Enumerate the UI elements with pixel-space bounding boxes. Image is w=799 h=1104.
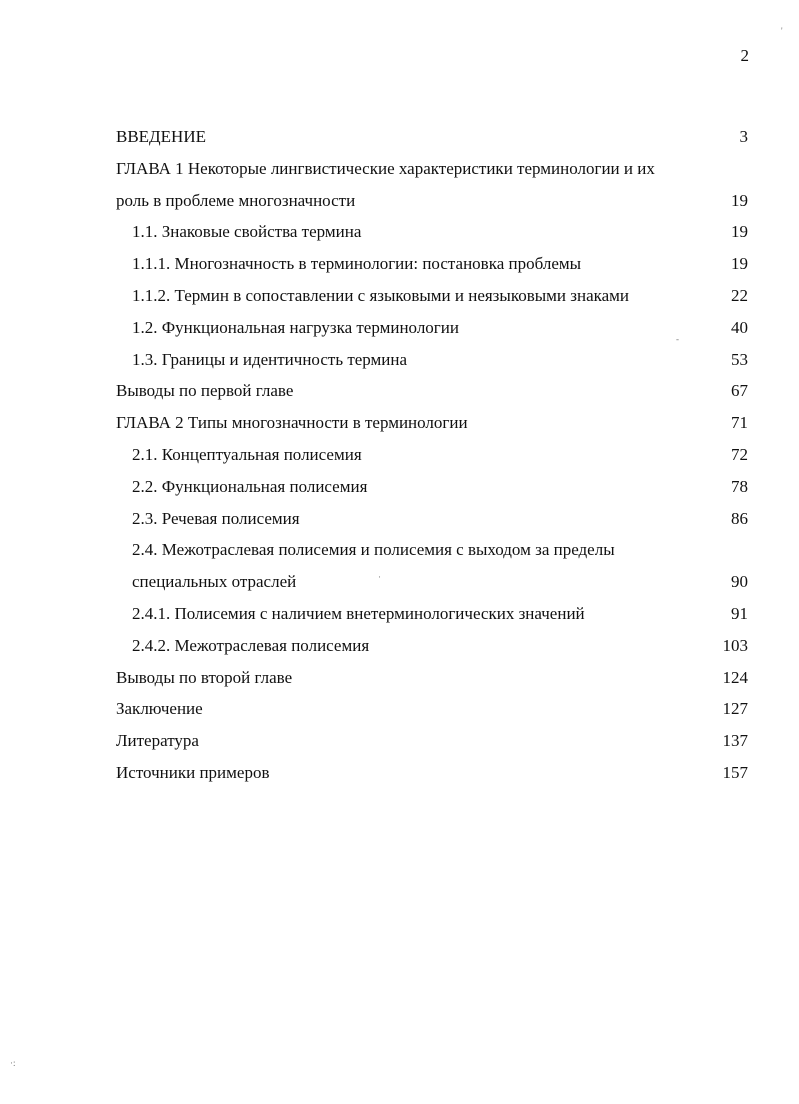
- toc-entry-page: 72: [731, 444, 748, 464]
- toc-entry-page: 71: [731, 413, 748, 433]
- toc-entry-page: 137: [722, 731, 748, 751]
- toc-entry-title: 1.1.2. Термин в сопоставлении с языковыми и неязыковыми знаками: [132, 285, 630, 305]
- toc-entry-2-4: [116, 534, 748, 598]
- table-of-contents: [116, 121, 748, 789]
- toc-entry-page: 103: [722, 635, 748, 655]
- toc-entry-title: Литература: [116, 731, 199, 751]
- toc-entry-conclusion: [116, 693, 748, 725]
- toc-entry-sources: [116, 757, 748, 789]
- toc-entry-2-4-2: [116, 630, 748, 662]
- toc-entry-title: 2.3. Речевая полисемия: [132, 508, 300, 528]
- toc-entry-title: Заключение: [116, 699, 203, 719]
- toc-entry-chapter-2: [116, 407, 748, 439]
- toc-entry-1-1-1: [116, 248, 748, 280]
- toc-entry-1-1: [116, 216, 748, 248]
- toc-entry-page: 127: [722, 699, 748, 719]
- toc-entry-title: ВВЕДЕНИЕ: [116, 127, 206, 146]
- toc-entry-1-3: [116, 344, 748, 376]
- toc-entry-title: Выводы по второй главе: [116, 667, 293, 687]
- page-number: 2: [740, 46, 749, 65]
- scan-speck: ·: [378, 572, 381, 582]
- toc-entry-title: Выводы по первой главе: [116, 381, 294, 401]
- toc-entry-2-2: [116, 471, 748, 503]
- toc-entry-title: ГЛАВА 2 Типы многозначности в терминологии: [116, 413, 468, 433]
- toc-entry-2-3: [116, 503, 748, 535]
- toc-entry-chapter-1: [116, 153, 748, 217]
- toc-entry-title: 1.1. Знаковые свойства термина: [132, 222, 362, 242]
- toc-entry-page: 124: [722, 667, 748, 687]
- toc-entry-page: 19: [731, 190, 748, 210]
- toc-entry-introduction: [116, 121, 748, 153]
- toc-entry-page: 19: [731, 222, 748, 242]
- toc-entry-page: 86: [731, 508, 748, 528]
- toc-entry-page: 19: [731, 254, 748, 274]
- toc-entry-page: 78: [731, 476, 748, 496]
- scan-speck: -: [676, 334, 679, 344]
- toc-entry-page: 53: [731, 349, 748, 369]
- toc-entry-page: 91: [731, 603, 748, 623]
- toc-entry-title: ГЛАВА 1 Некоторые лингвистические характеристики терминологии и их роль в проблеме многозначности: [116, 158, 655, 210]
- scan-speck: ·:: [10, 1058, 16, 1068]
- toc-entry-page: 90: [731, 572, 748, 592]
- toc-entry-title: Источники примеров: [116, 762, 270, 782]
- scan-speck: ': [781, 26, 783, 36]
- toc-entry-title: 2.4.1. Полисемия с наличием внетерминологических значений: [132, 603, 585, 623]
- toc-entry-conclusions-1: [116, 375, 748, 407]
- toc-entry-title: 1.1.1. Многозначность в терминологии: постановка проблемы: [132, 254, 582, 274]
- toc-entry-conclusions-2: [116, 662, 748, 694]
- toc-entry-title: 2.4. Межотраслевая полисемия и полисемия с выходом за пределы специальных отраслей: [132, 540, 615, 592]
- toc-entry-page: 157: [722, 762, 748, 782]
- toc-entry-2-4-1: [116, 598, 748, 630]
- toc-entry-2-1: [116, 439, 748, 471]
- toc-entry-title: 1.3. Границы и идентичность термина: [132, 349, 408, 369]
- toc-entry-page: 3: [739, 127, 748, 146]
- toc-entry-title: 2.4.2. Межотраслевая полисемия: [132, 635, 370, 655]
- toc-entry-1-1-2: [116, 280, 748, 312]
- toc-entry-page: 22: [731, 285, 748, 305]
- toc-entry-title: 2.1. Концептуальная полисемия: [132, 444, 362, 464]
- toc-entry-page: 40: [731, 317, 748, 337]
- toc-entry-page: 67: [731, 381, 748, 401]
- toc-entry-1-2: [116, 312, 748, 344]
- toc-entry-literature: [116, 725, 748, 757]
- toc-entry-title: 2.2. Функциональная полисемия: [132, 476, 368, 496]
- toc-entry-title: 1.2. Функциональная нагрузка терминологии: [132, 317, 459, 337]
